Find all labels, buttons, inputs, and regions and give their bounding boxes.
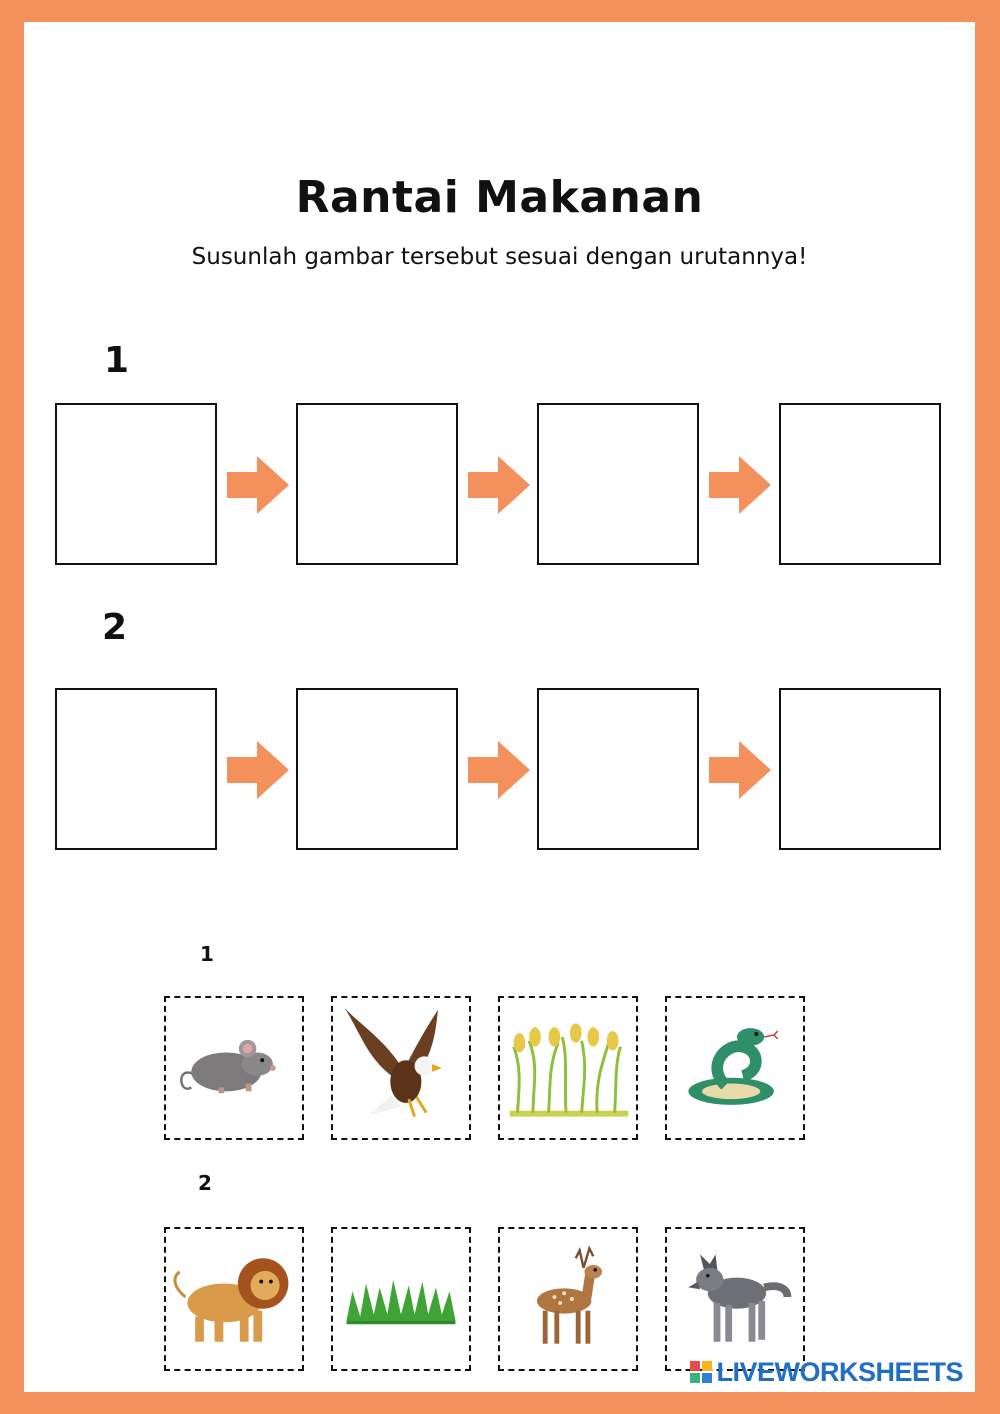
- arrow-right-icon: [709, 739, 771, 801]
- chain-1-slot-1[interactable]: [55, 403, 217, 565]
- card-grass[interactable]: [331, 1227, 471, 1371]
- liveworksheets-logo-icon: [690, 1361, 712, 1383]
- page-title: Rantai Makanan: [295, 172, 704, 223]
- liveworksheets-logo: [690, 1358, 963, 1386]
- chain-2-slot-3[interactable]: [537, 688, 699, 850]
- chain-2-slot-4[interactable]: [779, 688, 941, 850]
- lion-icon: [166, 1229, 302, 1369]
- arrow-right-icon: [468, 454, 530, 516]
- bank-group-1-label: 1: [200, 942, 214, 966]
- brand-text: LIVEWORKSHEETS: [716, 1356, 963, 1387]
- chain-1-slot-2[interactable]: [296, 403, 458, 565]
- eagle-icon: [333, 998, 469, 1138]
- chain-2-slot-2[interactable]: [296, 688, 458, 850]
- arrow-right-icon: [468, 739, 530, 801]
- worksheet-page: [24, 22, 975, 1392]
- card-wolf[interactable]: [665, 1227, 805, 1371]
- arrow-right-icon: [227, 739, 289, 801]
- deer-icon: [500, 1229, 636, 1369]
- card-mouse[interactable]: [164, 996, 304, 1140]
- chain-1-slot-3[interactable]: [537, 403, 699, 565]
- card-rice-grass[interactable]: [498, 996, 638, 1140]
- card-snake[interactable]: [665, 996, 805, 1140]
- arrow-right-icon: [227, 454, 289, 516]
- arrow-right-icon: [709, 454, 771, 516]
- chain-1-label: 1: [104, 340, 130, 381]
- wolf-icon: [667, 1229, 803, 1369]
- chain-2-label: 2: [102, 607, 128, 648]
- rice-grass-icon: [500, 998, 636, 1138]
- chain-2-slot-1[interactable]: [55, 688, 217, 850]
- instruction-text: Susunlah gambar tersebut sesuai dengan urutannya!: [191, 244, 808, 270]
- snake-icon: [667, 998, 803, 1138]
- bank-group-2-label: 2: [198, 1171, 212, 1195]
- grass-icon: [333, 1229, 469, 1369]
- card-deer[interactable]: [498, 1227, 638, 1371]
- mouse-icon: [166, 998, 302, 1138]
- chain-1-slot-4[interactable]: [779, 403, 941, 565]
- card-eagle[interactable]: [331, 996, 471, 1140]
- card-lion[interactable]: [164, 1227, 304, 1371]
